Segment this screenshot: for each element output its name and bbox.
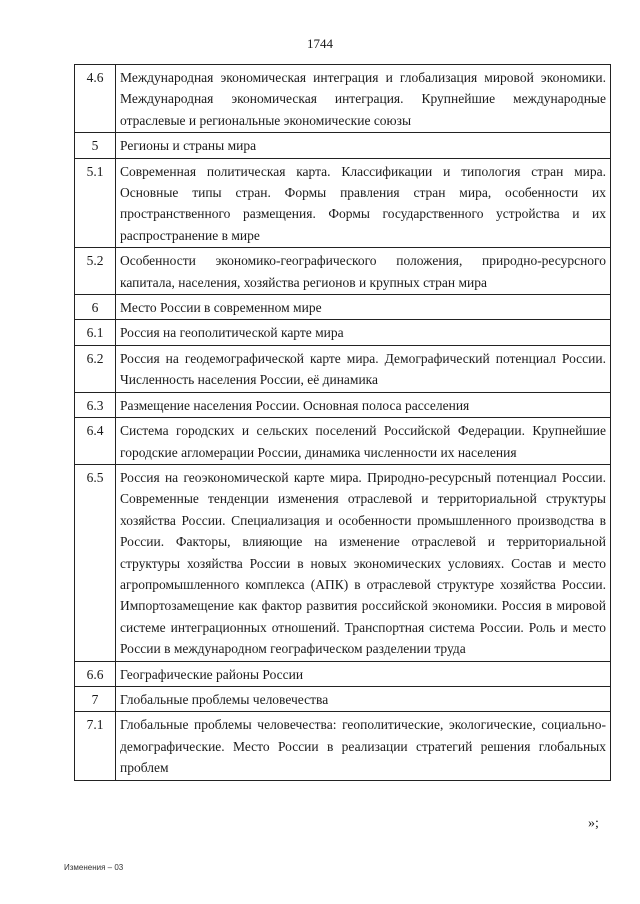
section-text: Регионы и страны мира: [116, 133, 611, 158]
section-number: 6.6: [75, 661, 116, 686]
section-number: 7: [75, 686, 116, 711]
content-table-body: [75, 65, 611, 781]
table-row: [75, 418, 611, 465]
section-number: 6.2: [75, 345, 116, 392]
section-number: 6.1: [75, 320, 116, 345]
table-row: [75, 712, 611, 780]
closing-quote-mark: »;: [588, 816, 599, 831]
table-row: [75, 661, 611, 686]
section-text: Система городских и сельских поселений Российской Федерации. Крупнейшие городские агломерации России, динамика численности их населения: [116, 418, 611, 465]
section-number: 5.1: [75, 158, 116, 248]
section-number: 6.5: [75, 464, 116, 661]
section-number: 5.2: [75, 248, 116, 295]
section-text: Географические районы России: [116, 661, 611, 686]
content-table: [74, 64, 611, 781]
section-number: 4.6: [75, 65, 116, 133]
section-number: 6.3: [75, 392, 116, 417]
section-text: Особенности экономико-географического положения, природно-ресурсного капитала, населения, хозяйства регионов и крупных стран мира: [116, 248, 611, 295]
section-text: Международная экономическая интеграция и глобализация мировой экономики. Международная экономическая интеграция. Крупнейшие международные отраслевые и региональные экономические союзы: [116, 65, 611, 133]
table-row: [75, 392, 611, 417]
section-number: 6.4: [75, 418, 116, 465]
section-number: 7.1: [75, 712, 116, 780]
table-row: [75, 158, 611, 248]
table-row: [75, 65, 611, 133]
section-text: Место России в современном мире: [116, 295, 611, 320]
section-text: Размещение населения России. Основная полоса расселения: [116, 392, 611, 417]
table-row: [75, 133, 611, 158]
table-row: [75, 464, 611, 661]
table-row: [75, 248, 611, 295]
section-text: Россия на геополитической карте мира: [116, 320, 611, 345]
page-number: 1744: [307, 36, 333, 51]
table-row: [75, 320, 611, 345]
section-number: 5: [75, 133, 116, 158]
section-text: Глобальные проблемы человечества: [116, 686, 611, 711]
section-text: Россия на геодемографической карте мира. Демографический потенциал России. Численность населения России, её динамика: [116, 345, 611, 392]
section-text: Современная политическая карта. Классификации и типология стран мира. Основные типы стран. Формы правления стран мира, особенности их пространственного размещения. Формы государственного устройства и их распространение в мире: [116, 158, 611, 248]
table-row: [75, 295, 611, 320]
table-row: [75, 345, 611, 392]
section-text: Россия на геоэкономической карте мира. Природно-ресурсный потенциал России. Современные тенденции изменения отраслевой и территориальной структуры хозяйства России. Специализация и особенности промышленного производства в России. Факторы, влияющие на изменение отраслевой и территориальной структуры хозяйства России в новых экономических условиях. Состав и место агропромышленного комплекса (АПК) в отраслевой структуре хозяйства России. Импортозамещение как фактор развития российской экономики. Россия в мировой системе интеграционных отношений. Транспортная система России. Роль и место России в международном географическом разделении труда: [116, 464, 611, 661]
section-text: Глобальные проблемы человечества: геополитические, экологические, социально-демографические. Место России в реализации стратегий решения глобальных проблем: [116, 712, 611, 780]
section-number: 6: [75, 295, 116, 320]
table-row: [75, 686, 611, 711]
revision-footer: Изменения – 03: [64, 863, 124, 872]
